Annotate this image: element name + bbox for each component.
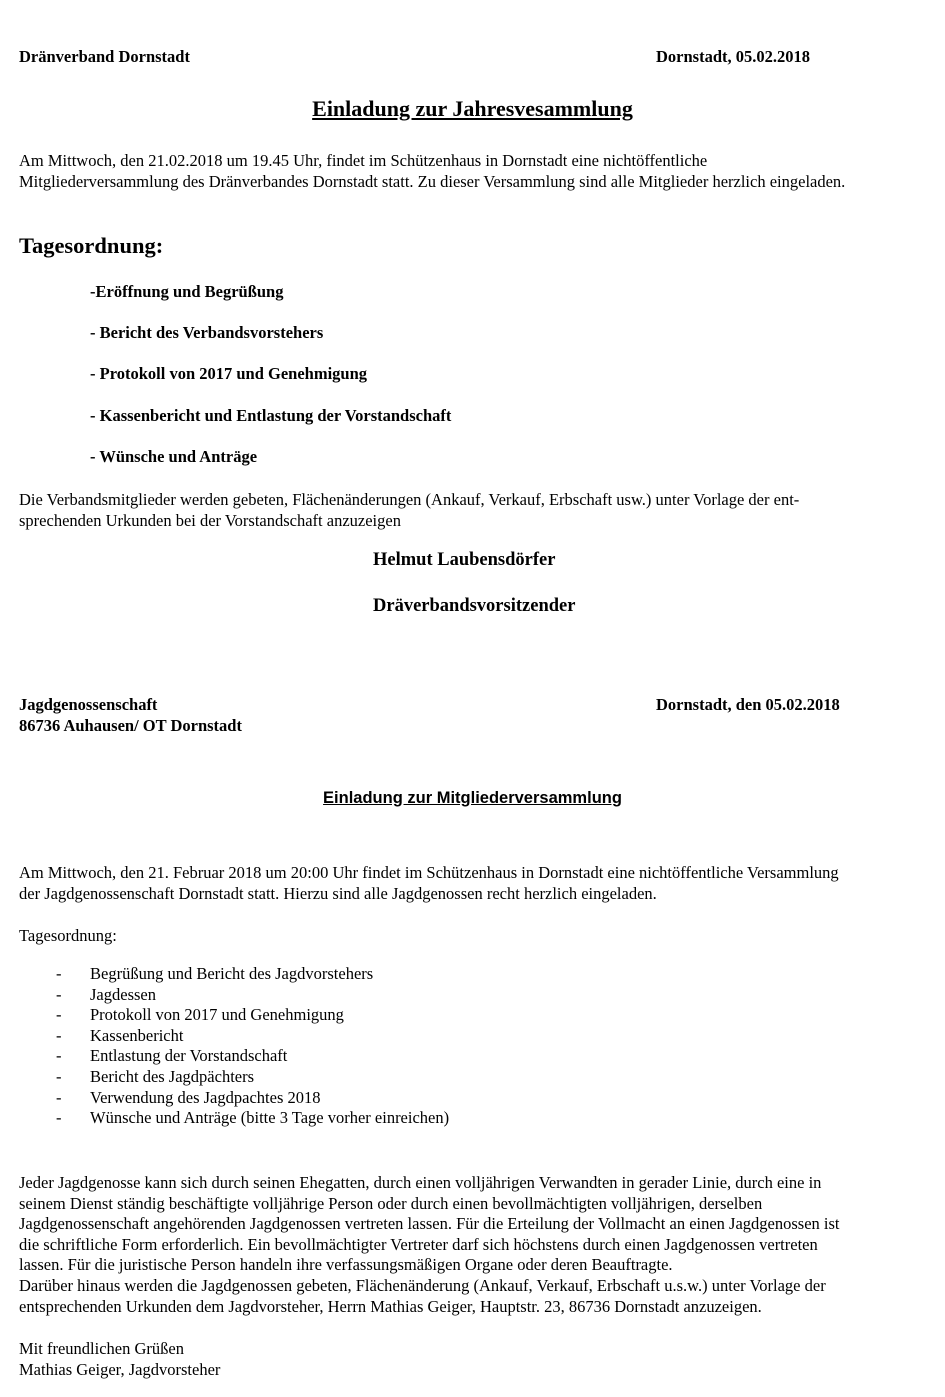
letter2-intro-line: Am Mittwoch, den 21. Februar 2018 um 20:00 Uhr findet im Schützenhaus in Dornstadt eine nichtöffentliche Versammlung bbox=[19, 863, 839, 882]
letter2-agenda-item bbox=[19, 1005, 449, 1026]
letter2-intro-line: der Jagdgenossenschaft Dornstadt statt. Hierzu sind alle Jagdgenossen recht herzlich eingeladen. bbox=[19, 884, 657, 903]
letter1-agenda-item: - Protokoll von 2017 und Genehmigung bbox=[90, 364, 368, 383]
letter2-agenda-text: Protokoll von 2017 und Genehmigung bbox=[90, 1005, 344, 1025]
letter2-agenda-item bbox=[19, 1088, 449, 1109]
letter2-body-line: lassen. Für die juristische Person handeln ihre verfassungsmäßigen Organe oder deren Beauftragte. bbox=[19, 1255, 673, 1275]
letter1-intro-line: Am Mittwoch, den 21.02.2018 um 19.45 Uhr, findet im Schützenhaus in Dornstadt eine nichtöffentliche bbox=[19, 151, 708, 170]
letter1-signer-name: Helmut Laubensdörfer bbox=[373, 550, 556, 570]
letter2-sender-line2: 86736 Auhausen/ OT Dornstadt bbox=[19, 716, 242, 735]
letter2-body-line: Jeder Jagdgenosse kann sich durch seinen Ehegatten, durch einen volljährigen Verwandten in gerader Linie, durch eine in bbox=[19, 1173, 822, 1192]
letter2-body-line: die schriftliche Form erforderlich. Ein bevollmächtigter Vertreter darf sich höchstens durch einen Jagdgenossen vertreten bbox=[19, 1234, 818, 1254]
letter2-closing-block bbox=[19, 1339, 220, 1380]
letter1-place-date: Dornstadt, 05.02.2018 bbox=[656, 47, 811, 66]
letter1-signer-role: Dräverbandsvorsitzender bbox=[373, 596, 576, 616]
letter1-agenda-heading: Tagesordnung: bbox=[19, 233, 164, 258]
letter2-agenda-text: Entlastung der Vorstandschaft bbox=[90, 1046, 288, 1066]
letter2-agenda-text: Bericht des Jagdpächters bbox=[90, 1066, 255, 1086]
letter2-agenda-item bbox=[19, 985, 449, 1006]
bullet-dash: - bbox=[56, 964, 62, 983]
letter1-agenda-item: -Eröffnung und Begrüßung bbox=[90, 282, 284, 301]
bullet-dash: - bbox=[56, 1087, 62, 1107]
letter2-title: Einladung zur Mitgliederversammlung bbox=[323, 789, 622, 807]
letter2-agenda-list bbox=[19, 964, 449, 1129]
letter1-intro-line: Mitgliederversammlung des Dränverbandes Dornstadt statt. Zu dieser Versammlung sind alle Mitglieder herzlich eingeladen. bbox=[19, 172, 846, 191]
bullet-dash: - bbox=[56, 1005, 62, 1025]
letter2-agenda-text: Jagdessen bbox=[90, 984, 156, 1004]
letter2-sender-line1: Jagdgenossenschaft bbox=[19, 695, 158, 714]
letter2-place-date: Dornstadt, den 05.02.2018 bbox=[656, 695, 840, 714]
bullet-dash: - bbox=[56, 1025, 62, 1045]
letter2-agenda-item bbox=[19, 1026, 449, 1047]
letter2-body bbox=[19, 1173, 840, 1317]
letter2-agenda-item bbox=[19, 964, 449, 985]
bullet-dash: - bbox=[56, 1066, 62, 1086]
bullet-dash: - bbox=[56, 1108, 62, 1128]
letter2-body-line: Jagdgenossenschaft angehörenden Jagdgenossen vertreten lassen. Für die Erteilung der Vollmacht an einen Jagdgenossen ist bbox=[19, 1214, 840, 1234]
letter2-agenda-item bbox=[19, 1108, 449, 1129]
letter1-sender: Dränverband Dornstadt bbox=[19, 47, 190, 66]
letter1-intro bbox=[19, 150, 845, 192]
letter2-agenda-text: Kassenbericht bbox=[90, 1025, 184, 1045]
letter1-agenda-item: - Kassenbericht und Entlastung der Vorstandschaft bbox=[90, 406, 452, 425]
letter2-agenda-text: Wünsche und Anträge (bitte 3 Tage vorher einreichen) bbox=[90, 1108, 450, 1128]
letter2-signature: Mathias Geiger, Jagdvorsteher bbox=[19, 1359, 221, 1379]
letter2-body-line: seinem Dienst ständig beschäftigte volljährige Person oder durch einen bevollmächtigten volljährigen, derselben bbox=[19, 1193, 763, 1213]
letter1-agenda-item: - Bericht des Verbandsvorstehers bbox=[90, 323, 324, 342]
letter1-notice-line: sprechenden Urkunden bei der Vorstandschaft anzuzeigen bbox=[19, 511, 401, 530]
letter1-title: Einladung zur Jahresvesammlung bbox=[312, 96, 633, 121]
letter1-notice bbox=[19, 489, 799, 531]
letter2-agenda-heading: Tagesordnung: bbox=[19, 926, 117, 945]
letter2-body-line: Darüber hinaus werden die Jagdgenossen gebeten, Flächenänderung (Ankauf, Verkauf, Erbschaft u.s.w.) unter Vorlage der bbox=[19, 1275, 826, 1295]
bullet-dash: - bbox=[56, 1046, 62, 1066]
letter2-closing: Mit freundlichen Grüßen bbox=[19, 1339, 184, 1358]
letter2-agenda-item bbox=[19, 1067, 449, 1088]
letter2-intro bbox=[19, 862, 839, 904]
letter2-agenda-item bbox=[19, 1046, 449, 1067]
letter1-agenda-item: - Wünsche und Anträge bbox=[90, 447, 258, 466]
bullet-dash: - bbox=[56, 984, 62, 1004]
letter1-notice-line: Die Verbandsmitglieder werden gebeten, Flächenänderungen (Ankauf, Verkauf, Erbschaft usw.) unter Vorlage der ent- bbox=[19, 490, 800, 509]
letter2-agenda-text: Verwendung des Jagdpachtes 2018 bbox=[90, 1087, 321, 1107]
letter2-body-line: entsprechenden Urkunden dem Jagdvorsteher, Herrn Mathias Geiger, Hauptstr. 23, 86736 Dornstadt anzuzeigen. bbox=[19, 1296, 762, 1316]
letter2-agenda-text: Begrüßung und Bericht des Jagdvorstehers bbox=[90, 964, 374, 983]
